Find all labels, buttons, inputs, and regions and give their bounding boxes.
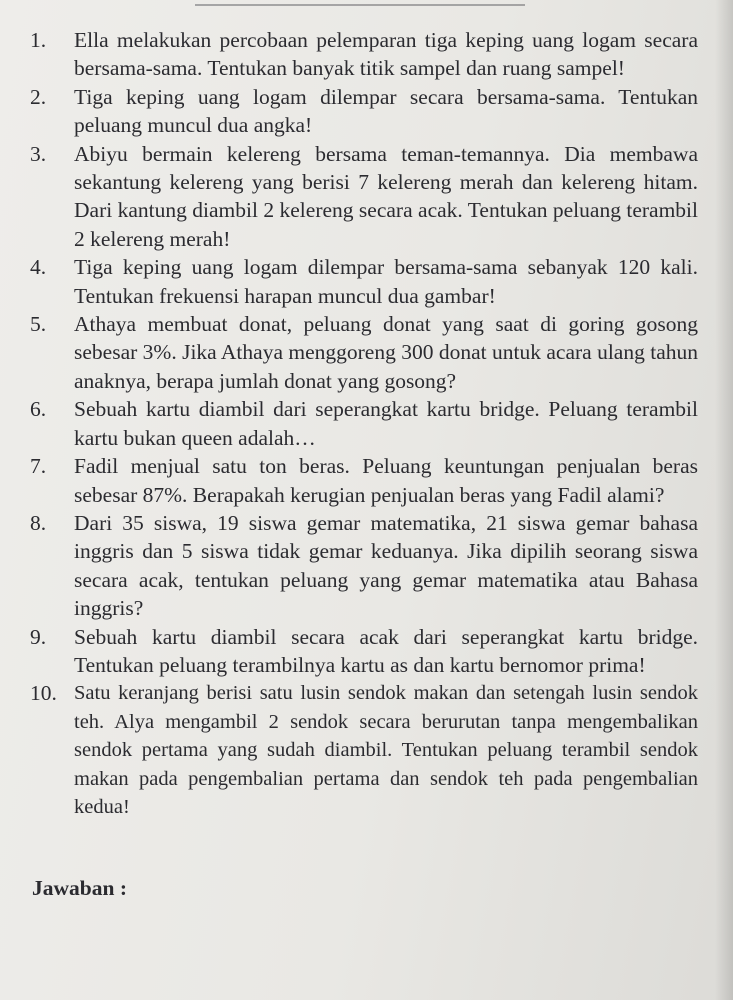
question-item — [30, 623, 698, 680]
question-list — [30, 26, 698, 821]
question-number: 1. — [30, 28, 47, 52]
question-item — [30, 452, 698, 509]
question-item — [30, 310, 698, 395]
question-number: 10. — [30, 681, 57, 706]
question-text: Satu keranjang berisi satu lusin sendok makan dan setengah lusin sendok teh. Alya mengambil 2 sendok secara berurutan tanpa mengembalikan sendok pertama yang sudah diambil. Tentukan peluang terambil sendok makan pada pengembalian pertama dan sendok teh pada pengembalian kedua! — [74, 682, 698, 818]
question-number: 4. — [30, 255, 47, 280]
question-item — [30, 140, 698, 254]
question-text: Sebuah kartu diambil secara acak dari seperangkat kartu bridge. Tentukan peluang terambilnya kartu as dan kartu bernomor prima! — [74, 624, 698, 677]
question-item — [30, 26, 698, 83]
question-item — [30, 395, 698, 452]
question-number: 3. — [30, 141, 47, 166]
question-text: Sebuah kartu diambil dari seperangkat kartu bridge. Peluang terambil kartu bukan queen adalah… — [74, 397, 698, 450]
question-item — [30, 253, 698, 310]
answer-label: Jawaban : — [32, 876, 127, 900]
question-text: Tiga keping uang logam dilempar bersama-sama sebanyak 120 kali. Tentukan frekuensi harapan muncul dua gambar! — [74, 255, 698, 308]
question-number: 2. — [30, 84, 47, 109]
question-text: Tiga keping uang logam dilempar secara bersama-sama. Tentukan peluang muncul dua angka! — [74, 84, 698, 138]
question-number: 5. — [30, 312, 47, 337]
top-divider-line — [195, 4, 525, 6]
question-text: Ella melakukan percobaan pelemparan tiga keping uang logam secara bersama-sama. Tentukan banyak titik sampel dan ruang sampel! — [74, 28, 698, 81]
question-number: 8. — [30, 510, 47, 535]
question-text: Athaya membuat donat, peluang donat yang saat di goring gosong sebesar 3%. Jika Athaya menggoreng 300 donat untuk acara ulang tahun anaknya, berapa jumlah donat yang gosong? — [74, 312, 698, 393]
question-text: Dari 35 siswa, 19 siswa gemar matematika, 21 siswa gemar bahasa inggris dan 5 siswa tidak gemar keduanya. Jika dipilih seorang siswa secara acak, tentukan peluang yang gemar matematika atau Bahasa inggris? — [74, 510, 698, 621]
question-number: 7. — [30, 454, 47, 479]
question-item — [30, 679, 698, 821]
question-item — [30, 83, 698, 140]
question-number: 9. — [30, 624, 47, 649]
question-item — [30, 509, 698, 623]
question-number: 6. — [30, 397, 47, 422]
page-edge-shadow — [715, 0, 733, 1000]
question-text: Abiyu bermain kelereng bersama teman-temannya. Dia membawa sekantung kelereng yang berisi 7 kelereng merah dan kelereng hitam. Dari kantung diambil 2 kelereng secara acak. Tentukan peluang terambil 2 kelereng merah! — [74, 141, 698, 251]
question-text: Fadil menjual satu ton beras. Peluang keuntungan penjualan beras sebesar 87%. Berapakah kerugian penjualan beras yang Fadil alami? — [74, 454, 698, 507]
